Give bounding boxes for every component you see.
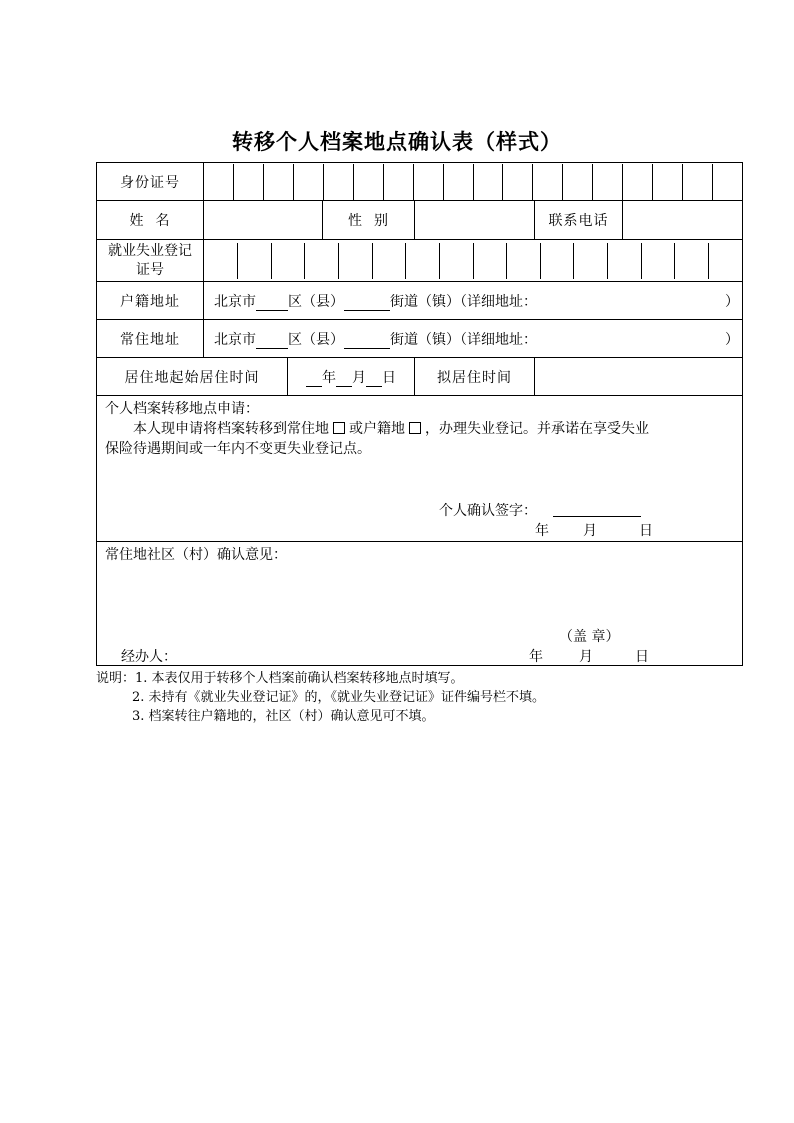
application-date-month: 月 — [583, 523, 597, 539]
reg-cert-label-line2: 证号 — [136, 261, 164, 278]
id-number-label: 身份证号 — [97, 163, 204, 201]
addr-district: 区（县） — [288, 331, 344, 348]
reg-cert-label-line1: 就业失业登记 — [108, 242, 192, 259]
notes — [96, 669, 545, 726]
name-field[interactable] — [204, 201, 323, 240]
reg-cert-cells[interactable] — [204, 240, 743, 282]
application-heading: 个人档案转移地点申请： — [105, 401, 259, 417]
page-title: 转移个人档案地点确认表（样式） — [232, 129, 562, 154]
hukou-checkbox[interactable] — [409, 422, 421, 434]
phone-field[interactable] — [623, 201, 743, 240]
gender-label: 性 别 — [323, 201, 415, 240]
community-heading: 常住地社区（村）确认意见： — [105, 547, 287, 563]
addr-close: ） — [725, 293, 740, 310]
handler-label: 经办人： — [121, 649, 177, 665]
note-2: 2. 未持有《就业失业登记证》的，《就业失业登记证》证件编号栏不填。 — [132, 690, 546, 705]
confirmation-form — [96, 162, 743, 666]
application-date-year: 年 — [535, 523, 549, 539]
application-body-line1 — [133, 418, 649, 438]
community-date-day: 日 — [635, 649, 649, 665]
phone-label: 联系电话 — [535, 201, 623, 240]
application-body-line2: 保险待遇期间或一年内不变更失业登记点。 — [105, 441, 371, 457]
hukou-address-label: 户籍地址 — [97, 282, 204, 320]
hukou-address-field[interactable] — [204, 282, 743, 320]
note-1: 说明：1. 本表仅用于转移个人档案前确认档案转移地点时填写。 — [96, 671, 464, 686]
date-month: 月 — [352, 369, 366, 386]
residence-address-label: 常住地址 — [97, 320, 204, 358]
addr-district: 区（县） — [288, 293, 344, 310]
start-residence-date[interactable] — [288, 358, 415, 396]
community-date-month: 月 — [579, 649, 593, 665]
application-date-day: 日 — [639, 523, 653, 539]
application-body-part2: ，办理失业登记。并承诺在享受失业 — [425, 421, 649, 437]
gender-field[interactable] — [415, 201, 535, 240]
addr-city: 北京市 — [214, 293, 256, 310]
planned-residence-label: 拟居住时间 — [415, 358, 535, 396]
community-section — [97, 542, 743, 666]
addr-city: 北京市 — [214, 331, 256, 348]
signature-label: 个人确认签字： — [439, 503, 537, 519]
seal-label: （盖 章） — [559, 629, 620, 645]
date-day: 日 — [382, 369, 396, 386]
reg-cert-label — [97, 240, 204, 282]
signature-field[interactable] — [553, 500, 641, 517]
residence-address-field[interactable] — [204, 320, 743, 358]
application-section — [97, 396, 743, 542]
name-label: 姓 名 — [97, 201, 204, 240]
date-year: 年 — [322, 369, 336, 386]
addr-street: 街道（镇）（详细地址： — [390, 331, 537, 348]
start-residence-label: 居住地起始居住时间 — [97, 358, 288, 396]
addr-street: 街道（镇）（详细地址： — [390, 293, 537, 310]
planned-residence-field[interactable] — [535, 358, 743, 396]
note-3: 3. 档案转往户籍地的，社区（村）确认意见可不填。 — [132, 709, 435, 724]
addr-close: ） — [725, 331, 740, 348]
application-body-or: 或户籍地 — [349, 421, 405, 437]
id-number-cells[interactable] — [204, 163, 743, 201]
community-date-year: 年 — [529, 649, 543, 665]
residence-checkbox[interactable] — [333, 422, 345, 434]
application-body-part1: 本人现申请将档案转移到常住地 — [133, 421, 329, 437]
